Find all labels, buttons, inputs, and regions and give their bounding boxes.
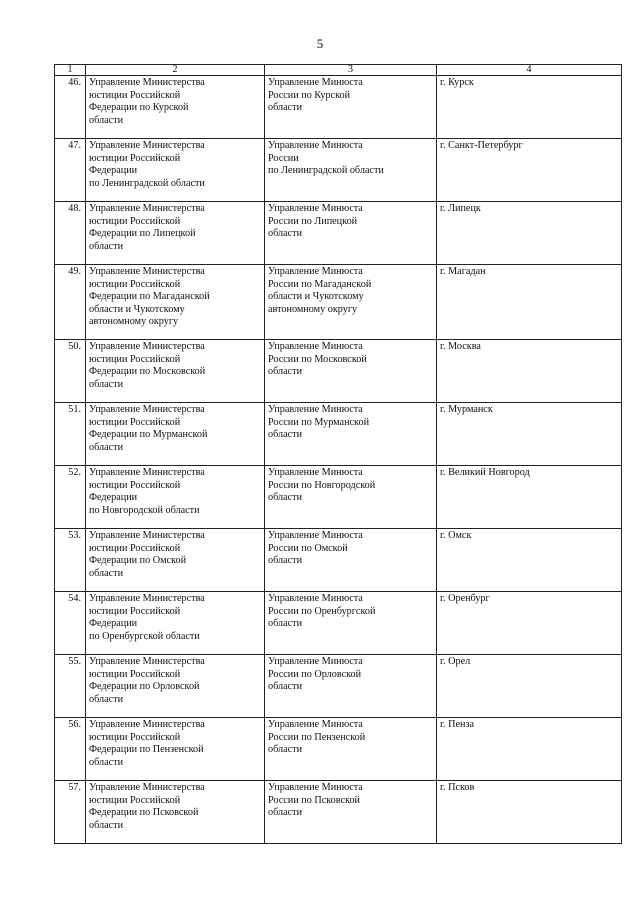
row-number: 51.: [55, 403, 86, 466]
ministry-department: Управление Министерства юстиции Российской Федерации по Липецкой области: [86, 202, 265, 265]
territorial-bodies-table: [54, 64, 622, 844]
ministry-department: Управление Министерства юстиции Российской Федерации по Курской области: [86, 76, 265, 139]
table-row: [55, 265, 622, 340]
header-cell-4: 4: [437, 65, 622, 76]
row-number: 49.: [55, 265, 86, 340]
table-row: [55, 592, 622, 655]
table-row: [55, 340, 622, 403]
table-row: [55, 529, 622, 592]
ministry-department: Управление Министерства юстиции Российской Федерации по Псковской области: [86, 781, 265, 844]
row-number: 52.: [55, 466, 86, 529]
minjust-department: Управление Минюста России по Ленинградской области: [265, 139, 437, 202]
ministry-department: Управление Министерства юстиции Российской Федерации по Мурманской области: [86, 403, 265, 466]
city: г. Псков: [437, 781, 622, 844]
row-number: 46.: [55, 76, 86, 139]
minjust-department: Управление Минюста России по Московской области: [265, 340, 437, 403]
minjust-department: Управление Минюста России по Липецкой области: [265, 202, 437, 265]
row-number: 48.: [55, 202, 86, 265]
minjust-department: Управление Минюста России по Новгородской области: [265, 466, 437, 529]
minjust-department: Управление Минюста России по Магаданской области и Чукотскому автономному округу: [265, 265, 437, 340]
header-cell-2: 2: [86, 65, 265, 76]
minjust-department: Управление Минюста России по Мурманской области: [265, 403, 437, 466]
table-row: [55, 781, 622, 844]
page-number: 5: [316, 36, 324, 51]
ministry-department: Управление Министерства юстиции Российской Федерации по Омской области: [86, 529, 265, 592]
city: г. Мурманск: [437, 403, 622, 466]
city: г. Санкт-Петербург: [437, 139, 622, 202]
minjust-department: Управление Минюста России по Орловской области: [265, 655, 437, 718]
minjust-department: Управление Минюста России по Псковской области: [265, 781, 437, 844]
table-row: [55, 466, 622, 529]
minjust-department: Управление Минюста России по Оренбургской области: [265, 592, 437, 655]
row-number: 47.: [55, 139, 86, 202]
table-row: [55, 718, 622, 781]
header-cell-3: 3: [265, 65, 437, 76]
minjust-department: Управление Минюста России по Омской области: [265, 529, 437, 592]
city: г. Курск: [437, 76, 622, 139]
city: г. Липецк: [437, 202, 622, 265]
minjust-department: Управление Минюста России по Курской области: [265, 76, 437, 139]
city: г. Орел: [437, 655, 622, 718]
ministry-department: Управление Министерства юстиции Российской Федерации по Московской области: [86, 340, 265, 403]
row-number: 57.: [55, 781, 86, 844]
table-row: [55, 202, 622, 265]
row-number: 56.: [55, 718, 86, 781]
row-number: 50.: [55, 340, 86, 403]
city: г. Оренбург: [437, 592, 622, 655]
row-number: 53.: [55, 529, 86, 592]
city: г. Москва: [437, 340, 622, 403]
table-row: [55, 76, 622, 139]
row-number: 54.: [55, 592, 86, 655]
city: г. Пенза: [437, 718, 622, 781]
header-row: [55, 65, 622, 76]
header-cell-1: 1: [55, 65, 86, 76]
city: г. Великий Новгород: [437, 466, 622, 529]
table-row: [55, 139, 622, 202]
ministry-department: Управление Министерства юстиции Российской Федерации по Пензенской области: [86, 718, 265, 781]
row-number: 55.: [55, 655, 86, 718]
city: г. Магадан: [437, 265, 622, 340]
ministry-department: Управление Министерства юстиции Российской Федерации по Ленинградской области: [86, 139, 265, 202]
city: г. Омск: [437, 529, 622, 592]
table-row: [55, 655, 622, 718]
ministry-department: Управление Министерства юстиции Российской Федерации по Оренбургской области: [86, 592, 265, 655]
minjust-department: Управление Минюста России по Пензенской области: [265, 718, 437, 781]
ministry-department: Управление Министерства юстиции Российской Федерации по Новгородской области: [86, 466, 265, 529]
ministry-department: Управление Министерства юстиции Российской Федерации по Магаданской области и Чукотскому автономному округу: [86, 265, 265, 340]
table-row: [55, 403, 622, 466]
ministry-department: Управление Министерства юстиции Российской Федерации по Орловской области: [86, 655, 265, 718]
